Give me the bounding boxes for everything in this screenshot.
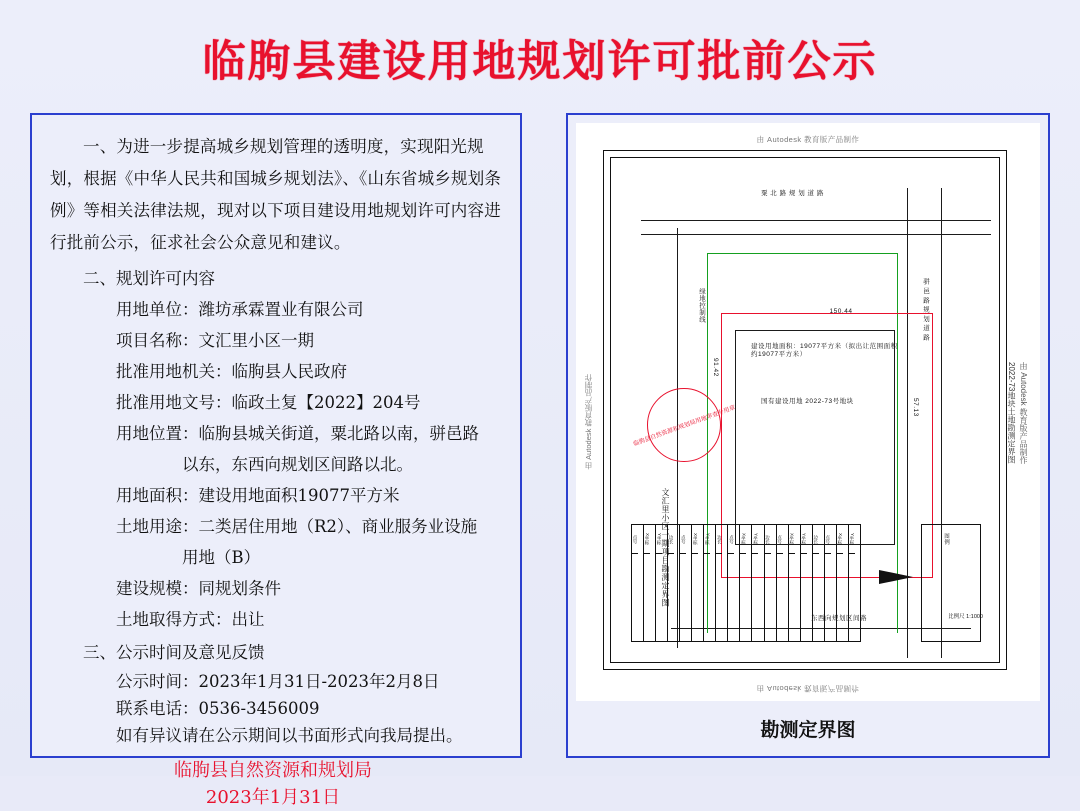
official-stamp: [632, 388, 737, 462]
field-value: 二类居住用地（R2）、商业服务业设施: [198, 517, 478, 536]
notice-text-panel: [30, 113, 522, 808]
field-label: 用地单位：: [116, 300, 199, 319]
field-row: [50, 511, 502, 542]
dimension-left: 91.42: [712, 358, 719, 377]
table-column: [728, 525, 740, 641]
watermark-left: 由 Autodesk 教育版产品制作: [584, 374, 593, 470]
table-column: [704, 525, 716, 641]
watermark-bottom: 由 Autodesk 教育版产品制作: [756, 684, 860, 693]
table-column: [849, 525, 860, 641]
parcel-code-label: 国有建设用地 2022-73号地块: [761, 398, 854, 405]
table-column: [752, 525, 764, 641]
road-east-label: 骈 邑 路 规 划 道 路: [922, 278, 929, 341]
survey-map-panel: [566, 113, 1050, 758]
table-cell: 边长: [765, 525, 771, 554]
table-cell: 点号: [728, 525, 734, 554]
dimension-top: 150.44: [829, 308, 853, 315]
scale-text: 比例尺 1:1000: [948, 614, 983, 620]
field-row: [50, 604, 502, 635]
table-column: [680, 525, 692, 641]
table-cell: 点号: [825, 525, 831, 554]
table-cell: Y坐标: [752, 525, 758, 554]
field-label: 用地位置：: [116, 424, 199, 443]
road-south-label: 东西向规划区间路: [811, 615, 867, 622]
map-right-title: 2022-73地块土地勘测定界图: [1007, 362, 1016, 464]
field-label: 用地面积：: [116, 486, 199, 505]
field-label: 土地取得方式：: [116, 610, 232, 629]
section-two-heading: 二、规划许可内容: [83, 269, 215, 288]
table-cell: Y坐标: [656, 525, 662, 554]
road-line-north-b: [641, 234, 991, 235]
table-cell: X坐标: [644, 525, 650, 554]
signature-block: [50, 757, 502, 811]
field-row-continuation: 用地（B）: [182, 548, 261, 567]
field-label: 建设规模：: [116, 579, 199, 598]
objection-instruction: 如有异议请在公示期间以书面形式向我局提出。: [116, 726, 463, 745]
field-row: [50, 387, 502, 418]
table-column: [692, 525, 704, 641]
legend-box: [921, 524, 981, 642]
field-label: 土地用途：: [116, 517, 199, 536]
field-label: 批准用地文号：: [116, 393, 232, 412]
table-cell: 边长: [668, 525, 674, 554]
table-column: [644, 525, 656, 641]
table-cell: Y坐标: [801, 525, 807, 554]
field-value: 临朐县人民政府: [231, 362, 347, 381]
table-cell: X坐标: [740, 525, 746, 554]
field-row: [50, 356, 502, 387]
watermark-right-line1: 由 Autodesk 教育版产品制作: [1019, 362, 1028, 464]
field-row: [50, 480, 502, 511]
field-row: [50, 573, 502, 604]
watermark-top: 由 Autodesk 教育版产品制作: [756, 135, 860, 144]
table-column: [740, 525, 752, 641]
table-column: [656, 525, 668, 641]
table-cell: Y坐标: [704, 525, 710, 554]
table-column: [632, 525, 644, 641]
coordinate-table: [631, 524, 861, 642]
table-column: [813, 525, 825, 641]
table-column: [716, 525, 728, 641]
table-cell: X坐标: [692, 525, 698, 554]
green-control-line-north: [707, 253, 897, 254]
field-value: 建设用地面积19077平方米: [198, 486, 400, 505]
contact-phone: 联系电话：0536-3456009: [116, 699, 320, 718]
table-cell: X坐标: [837, 525, 843, 554]
field-row: [50, 325, 502, 356]
field-row: [50, 294, 502, 325]
table-cell: 点号: [632, 525, 638, 554]
road-line-north-a: [641, 220, 991, 221]
dimension-right: 57.13: [912, 398, 919, 417]
field-value: 临朐县城关街道，粟北路以南，骈邑路: [198, 424, 479, 443]
table-column: [765, 525, 777, 641]
table-cell: 边长: [813, 525, 819, 554]
table-cell: 点号: [777, 525, 783, 554]
map-frame: [603, 150, 1007, 670]
notice-period: 公示时间：2023年1月31日-2023年2月8日: [116, 672, 440, 691]
field-value: 潍坊承霖置业有限公司: [198, 300, 364, 319]
table-column: [789, 525, 801, 641]
north-arrow-icon: [879, 570, 913, 584]
signature-organization: 临朐县自然资源和规划局: [174, 760, 372, 781]
field-row-continuation: 以东，东西向规划区间路以北。: [182, 455, 413, 474]
table-column: [801, 525, 813, 641]
legend-title: 图例: [943, 533, 949, 545]
table-column: [777, 525, 789, 641]
field-value: 同规划条件: [198, 579, 281, 598]
field-value: 临政土复【2022】204号: [231, 393, 421, 412]
parcel-area-label: 建设用地面积：19077平方米（拟出让范围面积约19077平方米）: [751, 343, 898, 358]
page-title: 临朐县建设用地规划许可批前公示: [202, 37, 878, 87]
table-cell: 边长: [716, 525, 722, 554]
section-three-heading: 三、公示时间及意见反馈: [83, 643, 265, 662]
table-cell: Y坐标: [849, 525, 855, 554]
green-note-label: 绿地控制线: [698, 288, 705, 323]
table-cell: 点号: [680, 525, 686, 554]
signature-date: 2023年1月31日: [205, 787, 341, 808]
official-stamp-text: 临朐县自然资源和规划局用地审查专用章: [632, 405, 737, 448]
field-row: [50, 418, 502, 449]
field-value: 文汇里小区一期: [198, 331, 314, 350]
map-caption: 勘测定界图: [760, 719, 856, 741]
field-label: 项目名称：: [116, 331, 199, 350]
map-title-vertical: 文汇里小区一期项目勘测定界图: [661, 488, 670, 607]
field-value: 出让: [231, 610, 265, 629]
road-north-label: 粟 北 路 规 划 道 路: [761, 190, 824, 197]
permit-field-list: [50, 294, 502, 635]
table-column: [668, 525, 680, 641]
paragraph-one: 一、为进一步提高城乡规划管理的透明度，实现阳光规划，根据《中华人民共和国城乡规划法》、《山东省城乡规划条例》等相关法律法规，现对以下项目建设用地规划许可内容进行批前公示，征求社会公众意见和建议。: [50, 137, 502, 252]
field-label: 批准用地机关：: [116, 362, 232, 381]
watermark-right: [1018, 362, 1029, 464]
table-column: [837, 525, 849, 641]
map-inner-frame: [610, 157, 1000, 663]
table-column: [825, 525, 837, 641]
parcel-boundary-inner: [735, 330, 895, 545]
table-cell: X坐标: [789, 525, 795, 554]
survey-map-image: [576, 123, 1040, 701]
